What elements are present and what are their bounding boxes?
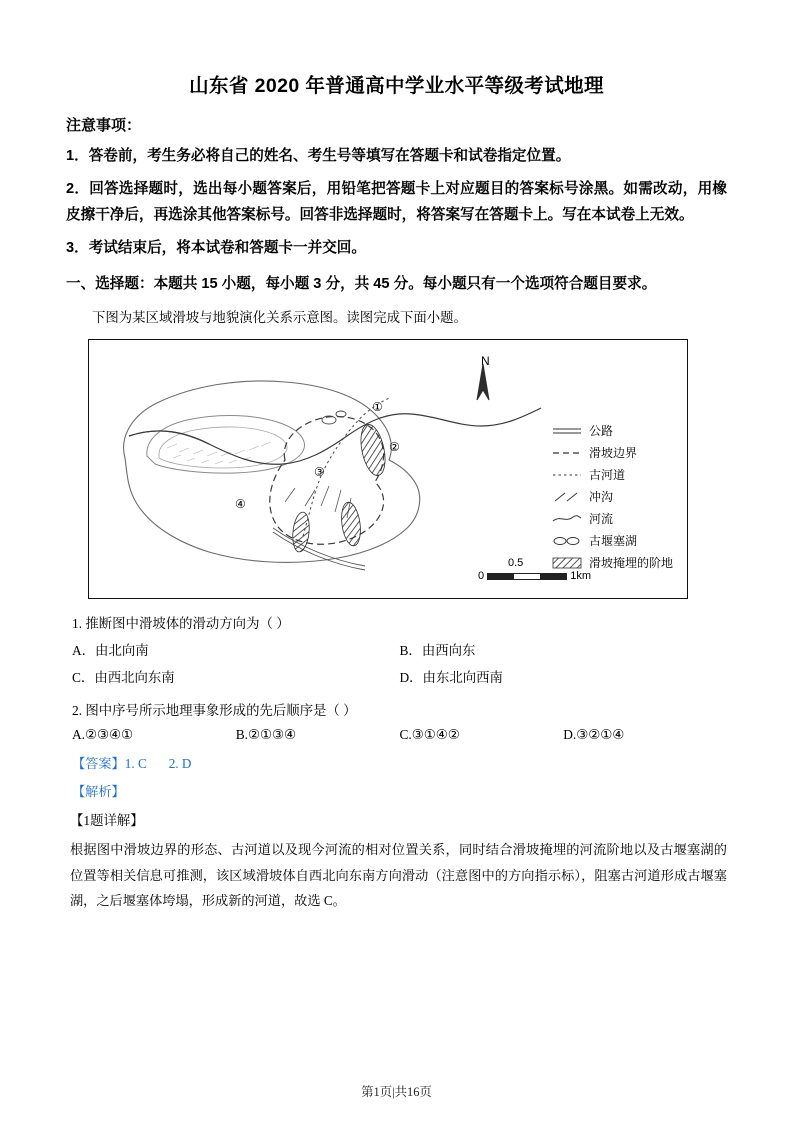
scale-unit: km <box>576 570 591 583</box>
scale-tick-0: 0 <box>477 570 485 583</box>
map-scale-bar <box>477 557 591 583</box>
question-2-option-d[interactable]: D.③②①④ <box>563 727 625 743</box>
question-1-option-d[interactable]: D．由东北向西南 <box>399 670 503 686</box>
barrier-lake-symbol-icon <box>552 535 582 547</box>
question-2-option-c[interactable]: C.③①④② <box>399 727 460 743</box>
question-2-options-row <box>72 727 727 743</box>
map-number-4: ④ <box>235 497 246 512</box>
analysis-detail-heading: 【1题详解】 <box>70 813 144 829</box>
answer-item-1: 1. C <box>124 756 147 772</box>
map-number-1: ① <box>372 400 383 415</box>
legend-item-barrier-lake <box>552 534 673 547</box>
notice-item-1: 1．答卷前，考生务必将自己的姓名、考生号等填写在答题卡和试卷指定位置。 <box>66 148 571 164</box>
river-symbol-icon <box>552 513 582 525</box>
page-footer: 第1页|共16页 <box>361 1085 432 1099</box>
analysis-detail-body: 根据图中滑坡边界的形态、古河道以及现今河流的相对位置关系，同时结合滑坡掩埋的河流阶地以及古堰塞湖的位置等相关信息可推测，该区域滑坡体自西北向东南方向滑动（注意图中的方向指示标），阻塞古河道形成古堰塞湖，之后堰塞体垮塌，形成新的河道，故选 C。 <box>70 842 727 909</box>
notice-item-3: 3．考试结束后，将本试卷和答题卡一并交回。 <box>66 239 366 256</box>
question-2-prompt: 2. 图中序号所示地理事象形成的先后顺序是（ ） <box>72 703 357 719</box>
notice-heading: 注意事项： <box>66 117 142 134</box>
north-label: N <box>481 354 490 369</box>
landslide-boundary-symbol-icon <box>552 447 582 459</box>
answer-block <box>72 753 727 772</box>
gully-symbol-icon <box>552 491 582 503</box>
question-1-options-row-1 <box>72 640 727 659</box>
legend-label-landslide-boundary: 滑坡边界 <box>588 445 637 460</box>
legend-item-terrace <box>552 556 673 569</box>
map-legend <box>552 424 673 578</box>
legend-item-river <box>552 512 673 525</box>
road-symbol-icon <box>552 425 582 437</box>
question-1-options-row-2 <box>72 667 727 686</box>
notice-item-2: 2．回答选择题时，选出每小题答案后，用铅笔把答题卡上对应题目的答案标号涂黑。如需改动，用橡皮擦干净后，再选涂其他答案标号。回答非选择题时，将答案写在答题卡上。写在本试卷上无效。 <box>66 180 727 223</box>
legend-label-river: 河流 <box>588 511 613 526</box>
question-2-option-a[interactable]: A.②③④① <box>72 727 134 743</box>
question-1-option-b[interactable]: B．由西向东 <box>399 643 476 659</box>
question-1-prompt: 1. 推断图中滑坡体的滑动方向为（ ） <box>72 616 290 632</box>
question-2 <box>66 700 727 743</box>
landslide-map-figure <box>88 339 688 599</box>
page-title: 山东省 2020 年普通高中学业水平等级考试地理 <box>189 75 604 97</box>
legend-item-old-river <box>552 468 673 481</box>
legend-item-gully <box>552 490 673 503</box>
figure-container <box>88 339 688 599</box>
north-arrow-icon <box>477 364 489 400</box>
question-1-option-c[interactable]: C．由西北向东南 <box>72 670 175 686</box>
answer-tag: 【答案】 <box>72 756 125 772</box>
legend-item-landslide-boundary <box>552 446 673 459</box>
map-number-3: ③ <box>314 465 325 480</box>
question-2-option-b[interactable]: B.②①③④ <box>235 727 297 743</box>
legend-item-road <box>552 424 673 437</box>
old-river-symbol-icon <box>552 469 582 481</box>
scale-tick-mid: 0.5 <box>507 557 524 570</box>
legend-label-barrier-lake: 古堰塞湖 <box>588 533 637 548</box>
answer-item-2: 2. D <box>168 756 192 772</box>
legend-label-road: 公路 <box>588 423 613 438</box>
legend-label-terrace: 滑坡掩埋的阶地 <box>588 555 673 570</box>
stem-intro: 下图为某区域滑坡与地貌演化关系示意图。读图完成下面小题。 <box>92 309 467 325</box>
question-1-option-a[interactable]: A．由北向南 <box>72 643 149 659</box>
legend-label-gully: 冲沟 <box>588 489 613 504</box>
map-number-2: ② <box>389 440 400 455</box>
analysis-tag: 【解析】 <box>72 784 125 800</box>
legend-label-old-river: 古河道 <box>588 467 625 482</box>
scale-tick-1: 1 <box>570 570 577 583</box>
scale-bar-graphic <box>487 573 567 580</box>
question-1 <box>66 613 727 686</box>
section-heading: 一、选择题：本题共 15 小题，每小题 3 分，共 45 分。每小题只有一个选项符合题目要求。 <box>66 275 657 292</box>
terrace-symbol-icon <box>552 557 582 569</box>
